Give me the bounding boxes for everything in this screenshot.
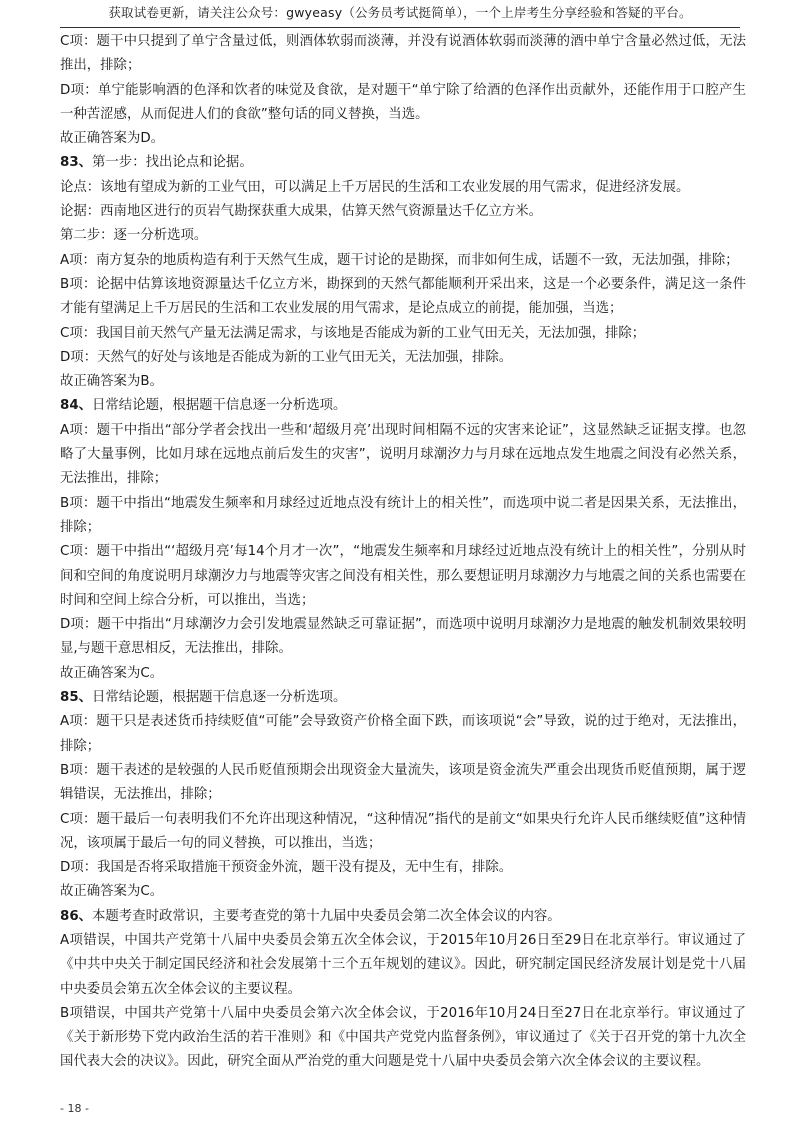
paragraph: B项：题干表述的是较强的人民币贬值预期会出现资金大量流失，该项是资金流失严重会出现货币贬值预期，属于逻辑错误，无法推出，排除； [60, 762, 746, 803]
header-divider [60, 27, 740, 28]
paragraph: C项：题干中指出“‘超级月亮’每14个月才一次”，“地震发生频率和月球经过近地点没有统计上的相关性”，分别从时间和空间的角度说明月球潮汐力与地震等灾害之间没有相关性，那么要想证明月球潮汐力与地震之间的关系也需要在时间和空间上综合分析，可以推出，当选； [60, 544, 746, 608]
answer-line: 故正确答案为C。 [60, 665, 164, 681]
answer-line: 故正确答案为B。 [60, 374, 163, 390]
paragraph: 第二步：逐一分析选项。 [60, 228, 208, 244]
paragraph: D项：天然气的好处与该地是否能成为新的工业气田无关，无法加强，排除。 [60, 349, 513, 365]
question-number: 85、 [60, 690, 93, 706]
paragraph: C项：题干最后一句表明我们不允许出现这种情况，“这种情况”指代的是前文“如果央行允许人民币继续贬值”这种情况，该项属于最后一句的同义替换，可以推出，当选； [60, 811, 746, 851]
page-header-banner: 获取试卷更新，请关注公众号：gwyeasy（公务员考试挺简单），一个上岸考生分享经验和答疑的平台。 [108, 5, 692, 20]
paragraph: A项：南方复杂的地质构造有利于天然气生成，题干讨论的是勘探，而非如何生成，话题不一致，无法加强，排除； [60, 252, 739, 268]
paragraph: B项错误，中国共产党第十八届中央委员会第六次全体会议，于2016年10月24日至27日在北京举行。审议通过了《关于新形势下党内政治生活的若干准则》和《中国共产党党内监督条例》，审议通过了《关于召开党的第十九次全国代表大会的决议》。因此，研究全面从严治党的重大问题是党十八届中央委员会第六次全体会议的主要议程。 [60, 1005, 746, 1070]
answer-line: 故正确答案为D。 [60, 131, 165, 147]
paragraph: B项：论据中估算该地资源量达千亿立方米，勘探到的天然气都能顺利开采出来，这是一个必要条件，满足这一条件才能有望满足上千万居民的生活和工农业发展的用气需求，是论点成立的前提，能加强，当选； [60, 276, 746, 317]
paragraph: D项：我国是否将采取措施干预资金外流，题干没有提及，无中生有，排除。 [60, 860, 513, 876]
question-heading: 86、本题考查时政常识，主要考查党的第十九届中央委员会第二次全体会议的内容。 [60, 908, 561, 924]
question-heading: 84、日常结论题，根据题干信息逐一分析选项。 [60, 398, 347, 414]
paragraph: A项：题干只是表述货币持续贬值“可能”会导致资产价格全面下跌，而该项说“会”导致，说的过于绝对，无法推出，排除； [60, 714, 746, 754]
paragraph: 论点：该地有望成为新的工业气田，可以满足上千万居民的生活和工农业发展的用气需求，促进经济发展。 [60, 179, 690, 195]
paragraph: 论据：西南地区进行的页岩气勘探获重大成果，估算天然气资源量达千亿立方米。 [60, 204, 543, 220]
paragraph: A项：题干中指出“部分学者会找出一些和‘超级月亮’出现时间相隔不远的灾害来论证”，这显然缺乏证据支撑。也忽略了大量事例，比如月球在远地点前后发生的灾害”，说明月球潮汐力与月球在远地点发生地震之间没有必然关系，无法推出，排除； [60, 422, 746, 487]
question-heading: 85、日常结论题，根据题干信息逐一分析选项。 [60, 690, 347, 706]
question-heading: 83、第一步：找出论点和论据。 [60, 155, 253, 171]
answer-explanations [60, 30, 746, 1075]
paragraph: D项：题干中指出“月球潮汐力会引发地震显然缺乏可靠证据”，而选项中说明月球潮汐力是地震的触发机制效果较明显,与题干意思相反，无法推出，排除。 [60, 617, 746, 657]
page-number: - 18 - [60, 1102, 89, 1115]
paragraph: B项：题干中指出“地震发生频率和月球经过近地点没有统计上的相关性”，而选项中说二者是因果关系，无法推出，排除； [60, 495, 746, 535]
paragraph: C项：我国目前天然气产量无法满足需求，与该地是否能成为新的工业气田无关，无法加强，排除； [60, 325, 646, 341]
question-number: 83、 [60, 155, 93, 171]
paragraph: D项：单宁能影响酒的色泽和饮者的味觉及食欲，是对题干“单宁除了给酒的色泽作出贡献外，还能作用于口腔产生一种苦涩感，从而促进人们的食欲”整句话的同义替换，当选。 [60, 82, 746, 122]
question-number: 86、 [60, 908, 93, 924]
paragraph: A项错误，中国共产党第十八届中央委员会第五次全体会议，于2015年10月26日至29日在北京举行。审议通过了《中共中央关于制定国民经济和社会发展第十三个五年规划的建议》。因此，研究制定国民经济发展计划是党十八届中央委员会第五次全体会议的主要议程。 [60, 932, 746, 997]
question-number: 84、 [60, 398, 93, 414]
answer-line: 故正确答案为C。 [60, 884, 164, 900]
paragraph: C项：题干中只提到了单宁含量过低，则酒体软弱而淡薄，并没有说酒体软弱而淡薄的酒中单宁含量必然过低，无法推出，排除； [60, 34, 746, 74]
